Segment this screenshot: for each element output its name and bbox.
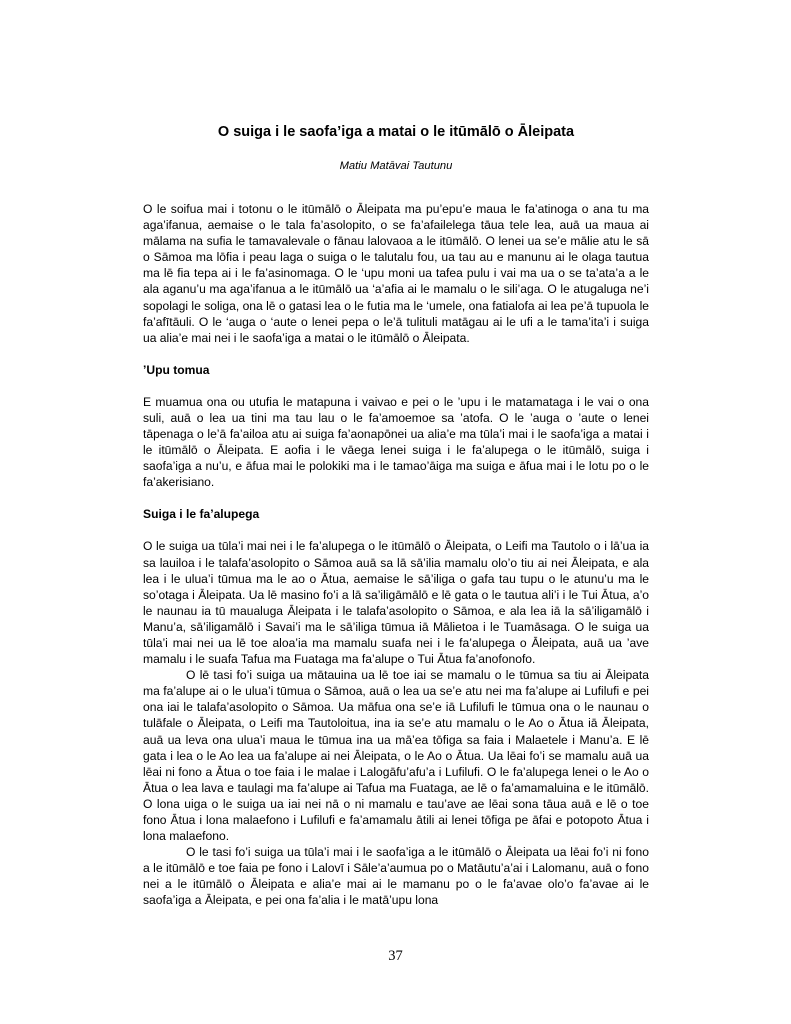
section-paragraph-faalupega-2: O lē tasi fo’i suiga ua mātauina ua lē toe iai se mamalu o le tūmua sa tiu ai Āleipata ma fa’alupe ai o le ulua’i tūmua o Sāmoa, auā o lea ua se’e atu nei ma fa’alupe ai Lufilufi e pei ona iai le talafa’asolopito o Sāmoa. Ua māfua ona se’e iā Lufilufi le tūmua ona o le naunau o tulāfale o Āleipata, o Leifi ma Tautoloitua, ina ia se’e atu mamalu o le Ao o Ātua iā Āleipata, auā ua leva ona ulua’i maua le tūmua ina ua mā’ea tōfiga sa faia i Malaetele i Manu’a. E lē gata i lea o le Ao lea ua fa’alupe ai nei Āleipata, o le Ao o Ātua. Ua lēai fo’i se mamalu auā ua lēai ni fono a Ātua o toe faia i le malae i Lalogāfu’afu’a i Lufilufi. O le fa’alupega lenei o le Ao o Ātua o lea lava e taulagi ma fa’alupe ai Tafua ma Fuataga, ae lē o fa’amamaluina e le itūmālō. O lona uiga o le suiga ua iai nei nā o ni mamalu e tau’ave ae lēai sona tāua auā e lē o toe fono Ātua i lona malaefono i Lufilufi e fa’amamalu ātili ai lenei tōfiga pe āfai e potopoto Ātua i lona malaefono.: [143, 668, 649, 844]
document-title: O suiga i le saofa’iga a matai o le itūmālō o Āleipata: [217, 124, 575, 140]
section-heading-suiga-faalupega: Suiga i le fa’alupega: [143, 507, 260, 522]
document-page: [143, 123, 649, 909]
section-paragraph-faalupega-3: O le tasi fo’i suiga ua tūla’i mai i le saofa’iga a le itūmālō o Āleipata ua lēai fo’i ni fono a le itūmālō e toe faia pe fono i Lalovī i Sāle’a’aumua po o Matāutu’a’ai i Lalomanu, auā o fono nei a le itūmālō o Āleipata e alia’e mai ai le mamanu po o le fa’avae olo’o fa’avae ai le saofa’iga a Āleipata, e pei ona fa’alia i le matā’upu lona: [143, 845, 649, 908]
section-heading-upu-tomua: ’Upu tomua: [143, 362, 210, 377]
document-author: Matiu Matāvai Tautunu: [339, 160, 453, 172]
section-paragraph-upu-tomua: E muamua ona ou utufia le matapuna i vaivao e pei o le ’upu i le matamataga i le vai o ona suli, auā o lea ua tini ma tau lau o le fa’amoemoe sa ’atofa. O le ’auga o ’aute o lenei tāpenaga o le’ā fa’ailoa atu ai suiga fa’aonapōnei ua alia’e ma tūla’i mai i le saofa’iga a matai i le itūmālō o Āleipata. E aofia i le vāega lenei suiga i le fa’alupega o le itūmālō, suiga i saofa’iga a nu’u, e āfua mai le polokiki ma i le tamao’āiga ma suiga e āfua mai i le lotu po o le fa’akerisiano.: [143, 394, 649, 490]
page-number: 37: [388, 948, 403, 964]
section-paragraph-faalupega-1: O le suiga ua tūla’i mai nei i le fa’alupega o le itūmālō o Āleipata, o Leifi ma Tautolo o i lā’ua ia sa lauiloa i le talafa’asolopito o Sāmoa auā sa lā sā’ilia mamalu olo’o tiu ai nei Āleipata, e ala lea i le ulua’i tūmua ma le ao o Ātua, aemaise le sā’iliga o gafa tau tupu o le atunu’u ma le so’otaga i Āleipata. Ua lē masino fo’i a lā sa’iligāmālō e lē gata o le tautua ali’i i le Tui Ātua, a’o le naunau ia tū maualuga Āleipata i le talafa’asolopito o Sāmoa, e ala lea iā la sā’iligamālō i Manu’a, sā’iligamālō i Savai’i ma le sā’iliga tūmua iā Mālietoa i le Tuamāsaga. O le suiga ua tūla’i mai nei ua lē toe aloa’ia ma mamalu suafa nei i le fa’alupega o Āleipata, auā ua ’ave mamalu i le suafa Tafua ma Fuataga ma fa’alupe o Tui Ātua fa’anofonofo.: [143, 539, 649, 667]
intro-paragraph: O le soifua mai i totonu o le itūmālō o Āleipata ma pu’epu’e maua le fa’atinoga o ana tu ma aga’ifanua, aemaise o le tala fa’asolopito, o se fa’afailelega tāua tele lea, auā ua maua ai mālama na sufia le tamavalevale o fānau lalovaoa a le itūmālō. O lenei ua se’e mālie atu le sā o Sāmoa ma lōfia i peau laga o suiga o le talutalu fou, ua tau au e manunu ai le olaga tautua ma lē fia tepa ai i le fa’asinomaga. O le ‘upu moni ua tafea pulu i vai ma ua o se ta’ata’a a le ala aganu’u ma aga’ifanua a le itūmālō ua ‘a’afia ai le mamalu o le sili’aga. O le atugaluga ne’i sopolagi le soliga, ona lē o gatasi lea o le futia ma le ‘umele, ona fatialofa ai lea pe’ā tupuola le fa’afītāuli. O le ‘auga o ‘aute o lenei pepa o le’ā tulituli matāgau ai le ufi a le tama’ita’i i suiga ua alia’e mai nei i le saofa’iga a matai o le itūmālō o Āleipata.: [143, 202, 649, 345]
